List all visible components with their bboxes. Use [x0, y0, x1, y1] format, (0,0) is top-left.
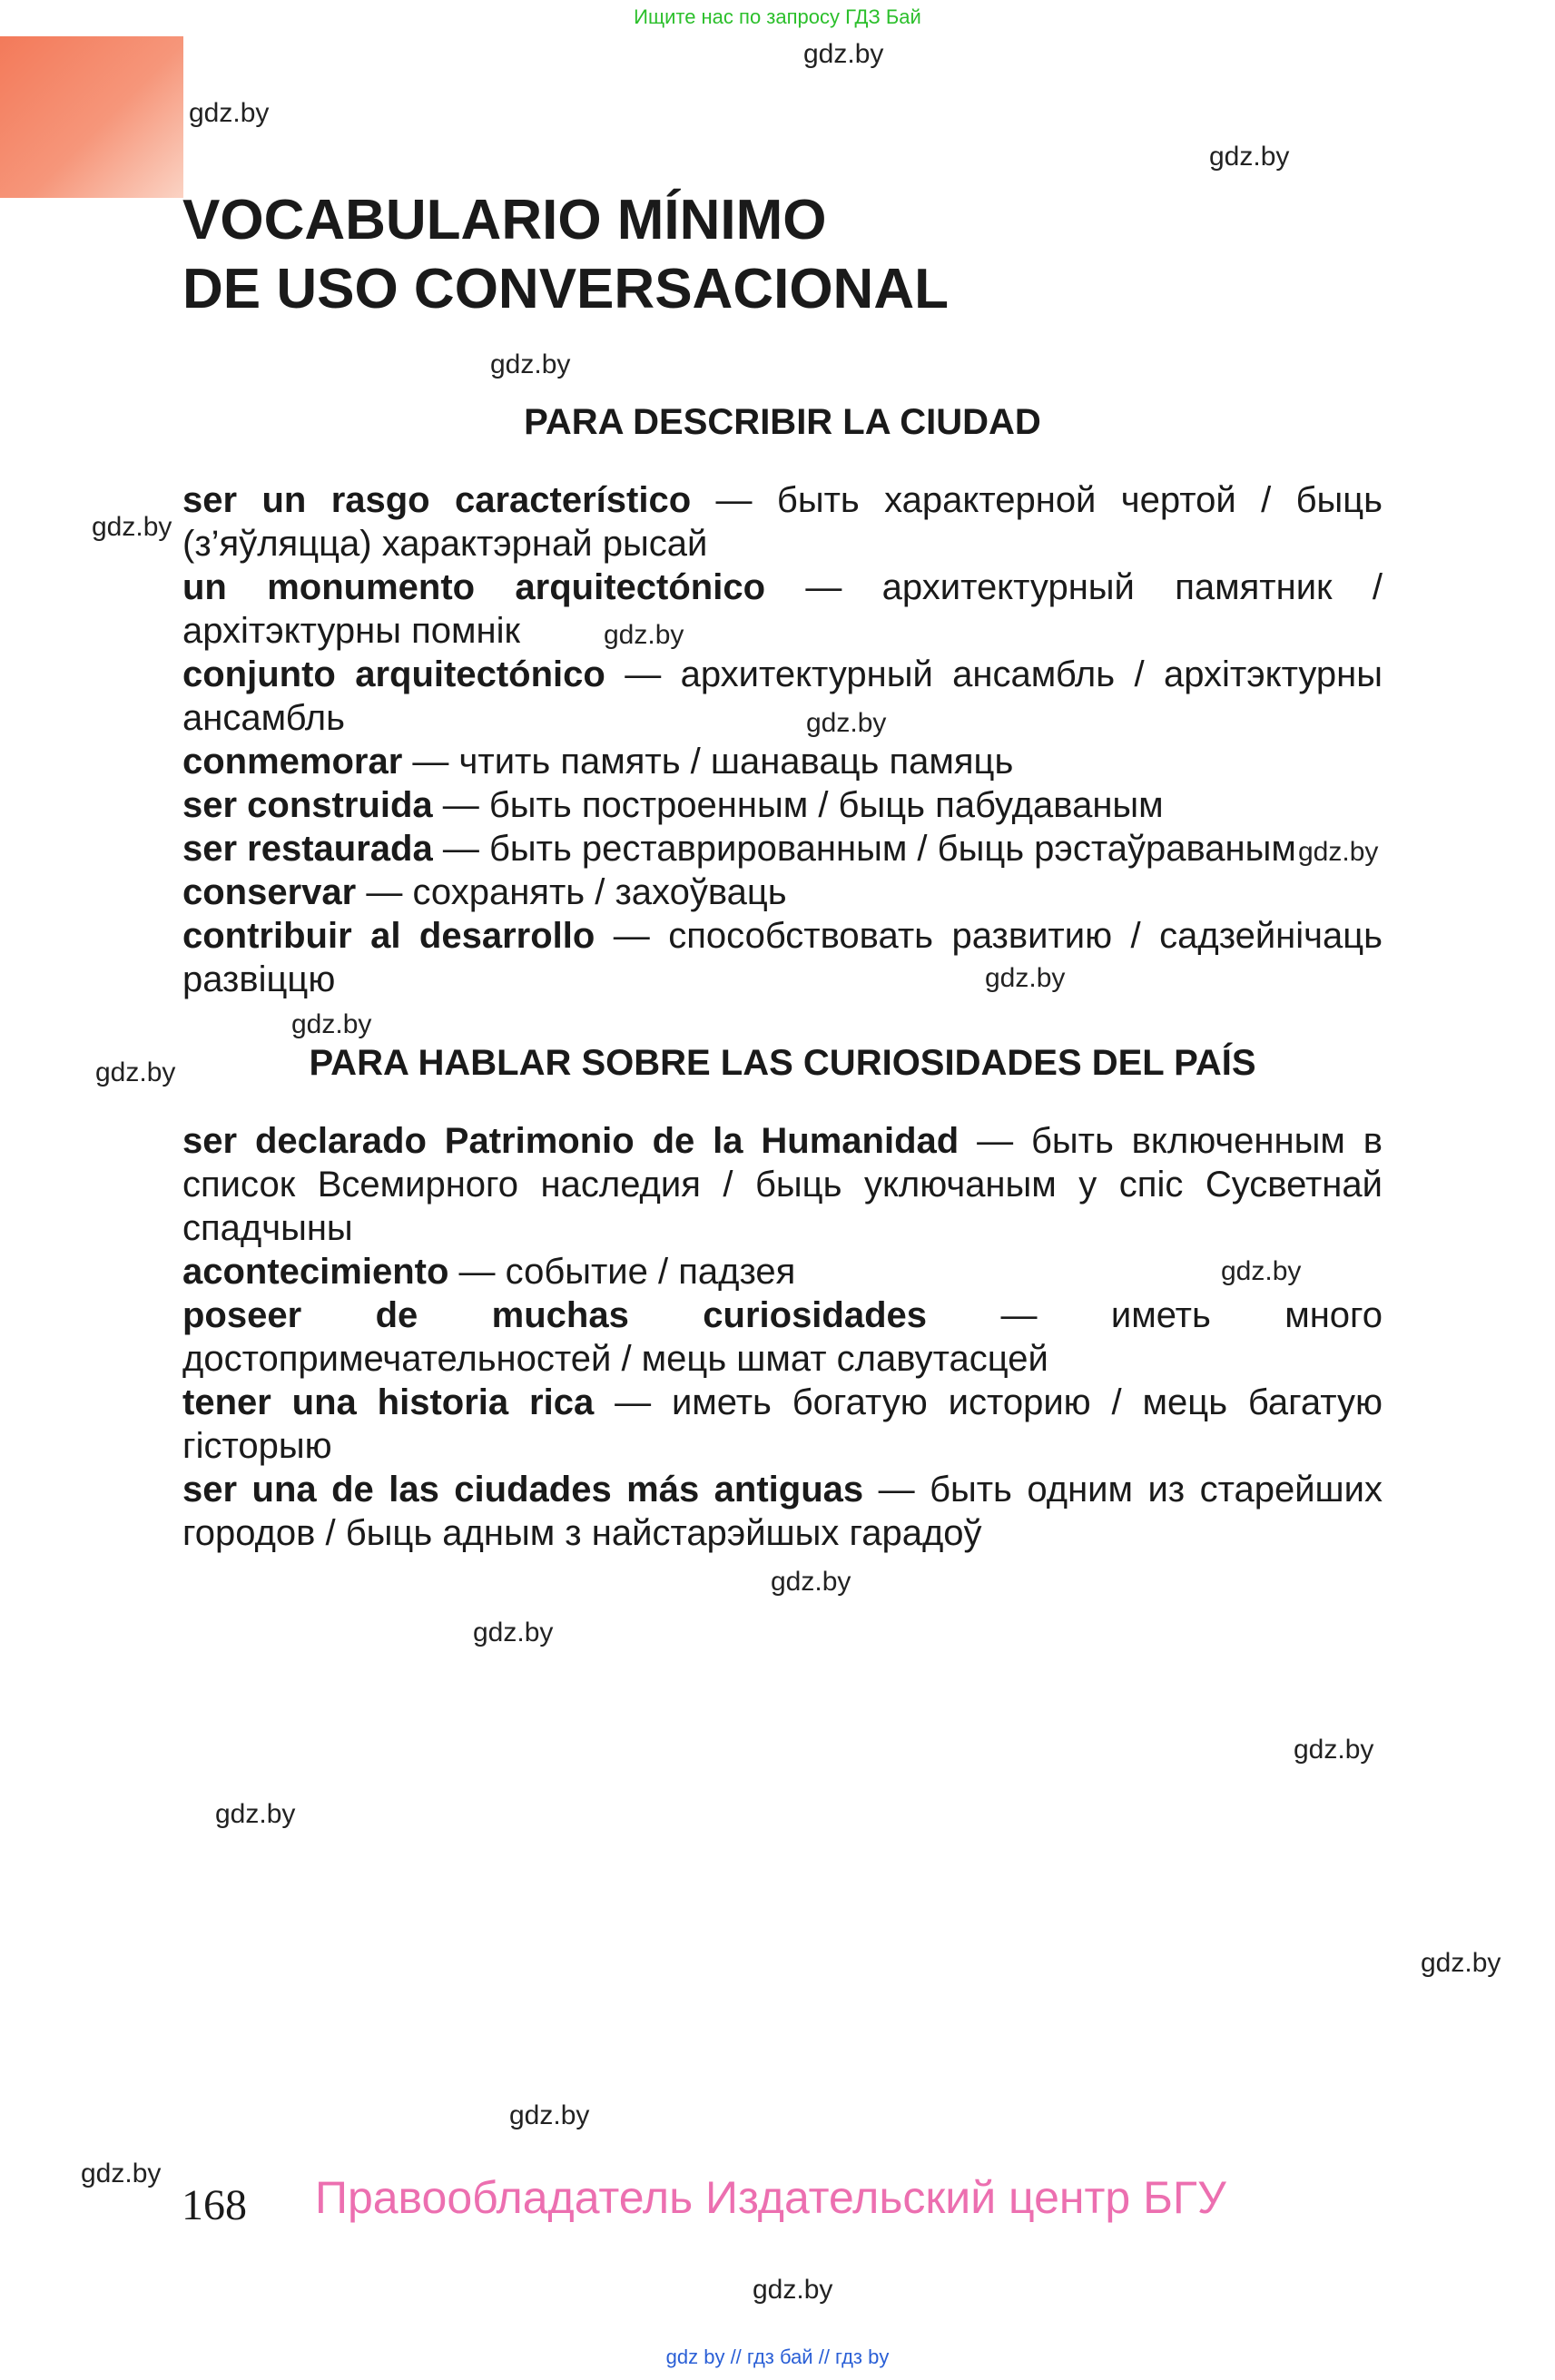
vocab-term: ser un rasgo característico — [182, 480, 692, 520]
vocab-entry — [182, 1468, 1383, 1555]
watermark: gdz.by — [1221, 1256, 1302, 1286]
watermark: gdz.by — [291, 1009, 372, 1039]
vocab-entry — [182, 653, 1383, 740]
section-heading: PARA HABLAR SOBRE LAS CURIOSIDADES DEL PAÍS — [309, 1043, 1256, 1083]
copyright-notice: Правообладатель Издательский центр БГУ — [315, 2172, 1226, 2223]
watermark: gdz.by — [806, 708, 887, 738]
vocab-term: contribuir al desarrollo — [182, 916, 595, 956]
vocab-entry — [182, 1293, 1383, 1381]
vocab-term: conjunto arquitectónico — [182, 654, 605, 694]
vocab-entry — [182, 827, 1383, 870]
vocab-term: un monumento arquitectónico — [182, 567, 765, 607]
vocab-term: acontecimiento — [182, 1252, 449, 1292]
vocab-term: ser declarado Patrimonio de la Humanidad — [182, 1121, 960, 1161]
vocab-entry — [182, 1250, 1383, 1293]
vocab-translation: — событие / падзея — [448, 1252, 796, 1292]
vocab-entry — [182, 565, 1383, 653]
vocab-entry — [182, 1381, 1383, 1468]
watermark: gdz.by — [95, 1057, 176, 1087]
section-heading: PARA DESCRIBIR LA CIUDAD — [524, 402, 1041, 442]
vocab-list — [182, 1119, 1383, 1555]
watermark: gdz.by — [771, 1567, 851, 1597]
vocab-translation: — способствовать развитию / садзейнічаць развіццю — [182, 916, 1383, 999]
watermark: gdz.by — [753, 2275, 833, 2305]
vocab-term: conmemorar — [182, 742, 403, 782]
title-line: DE USO CONVERSACIONAL — [182, 258, 949, 320]
vocab-translation: — быть реставрированным / быць рэстаўраваным — [432, 829, 1296, 869]
vocab-term: poseer de muchas curiosidades — [182, 1295, 928, 1335]
vocab-term: ser construida — [182, 785, 433, 825]
watermark: gdz.by — [1421, 1948, 1501, 1978]
watermark: gdz.by — [604, 620, 684, 650]
watermark: gdz.by — [1294, 1735, 1374, 1765]
watermark: gdz.by — [1298, 837, 1379, 867]
vocab-translation: — чтить память / шанаваць памяць — [402, 742, 1014, 782]
watermark: gdz.by — [803, 39, 884, 69]
vocab-term: conservar — [182, 872, 357, 912]
vocab-translation: — быть построенным / быць пабудаваным — [432, 785, 1164, 825]
vocab-entry — [182, 870, 1383, 914]
vocab-translation: — быть одним из старейших городов / быць адным з найстарэйшых гарадоў — [182, 1470, 1383, 1553]
vocab-term: tener una historia rica — [182, 1382, 595, 1422]
vocab-entry — [182, 740, 1383, 783]
vocab-translation: — быть характерной чертой / быць (з’яўляцца) характэрнай рысай — [182, 480, 1383, 564]
vocab-translation: — сохранять / захоўваць — [356, 872, 787, 912]
vocab-entry — [182, 1119, 1383, 1250]
top-banner: Ищите нас по запросу ГДЗ Бай — [634, 5, 921, 28]
page-number: 168 — [182, 2181, 247, 2229]
vocab-translation: — быть включенным в список Всемирного наследия / быць уключаным у спіс Сусветнай спадчыны — [182, 1121, 1383, 1248]
watermark: gdz.by — [215, 1799, 296, 1829]
vocab-list — [182, 478, 1383, 1001]
corner-decoration — [0, 36, 183, 198]
watermark: gdz.by — [490, 349, 571, 379]
vocab-term: ser una de las ciudades más antiguas — [182, 1470, 864, 1510]
vocab-term: ser restaurada — [182, 829, 433, 869]
watermark: gdz.by — [92, 512, 172, 542]
vocab-entry — [182, 914, 1383, 1001]
watermark: gdz.by — [81, 2159, 162, 2188]
page-title — [182, 186, 949, 324]
vocab-translation: — иметь много достопримечательностей / мець шмат славутасцей — [182, 1295, 1383, 1379]
vocab-translation: — иметь богатую историю / мець багатую гісторыю — [182, 1382, 1383, 1466]
footer-links[interactable]: gdz by // гдз бай // гдз by — [665, 2346, 890, 2368]
watermark: gdz.by — [189, 98, 270, 128]
vocab-entry — [182, 783, 1383, 827]
vocab-translation: — архитектурный ансамбль / архітэктурны ансамбль — [182, 654, 1383, 738]
watermark: gdz.by — [509, 2100, 590, 2130]
title-line: VOCABULARIO MÍNIMO — [182, 189, 827, 251]
vocab-entry — [182, 478, 1383, 565]
watermark: gdz.by — [473, 1618, 554, 1647]
vocab-translation: — архитектурный памятник / архітэктурны помнік — [182, 567, 1383, 651]
watermark: gdz.by — [985, 963, 1066, 993]
watermark: gdz.by — [1209, 142, 1290, 172]
